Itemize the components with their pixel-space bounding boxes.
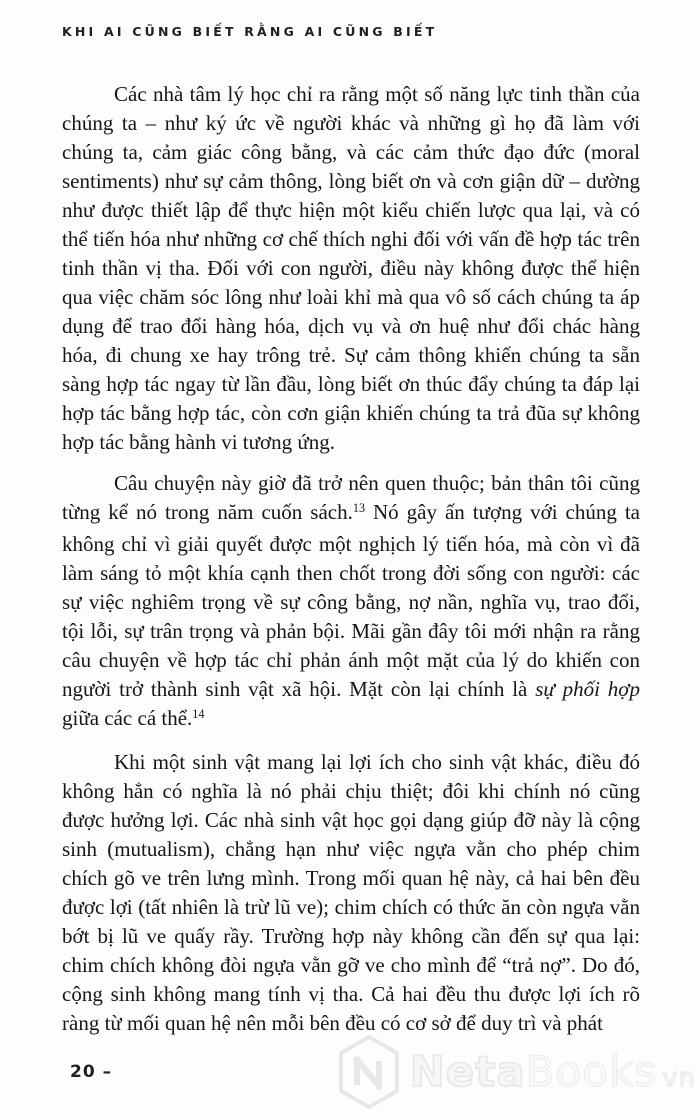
wordmark-neta: Neta: [409, 1047, 526, 1096]
page-number: 20 –: [70, 1062, 113, 1082]
netabooks-hexagon-logo: [336, 1034, 402, 1110]
netabooks-watermark: [336, 1034, 696, 1110]
wordmark-vn: vn: [662, 1063, 696, 1093]
body-text: [62, 80, 640, 1050]
paragraph-3: Khi một sinh vật mang lại lợi ích cho sinh vật khác, điều đó không hẳn có nghĩa là nó phải chịu thiệt; đôi khi chính nó cũng được hưởng lợi. Các nhà sinh vật học gọi dạng giúp đỡ này là cộng sinh (mutualism), chẳng hạn như việc ngựa vằn cho phép chim chích gõ ve trên lưng mình. Trong mối quan hệ này, cả hai bên đều được lợi (tất nhiên là trừ lũ ve); chim chích có thức ăn còn ngựa vằn bớt bị lũ ve quấy rầy. Trường hợp này không cần đến sự qua lại: chim chích không đòi ngựa vằn gỡ ve cho mình để “trả nợ”. Do đó, cộng sinh không mang tính vị tha. Cả hai đều thu được lợi ích rõ ràng từ mối quan hệ nên mỗi bên đều có cơ sở để duy trì và phát: [62, 750, 640, 1035]
paragraph-2: Câu chuyện này giờ đã trở nên quen thuộc; bản thân tôi cũng từng kể nó trong năm cuốn sách.$^{13}$ Nó gây ấn tượng với chúng ta không chỉ vì giải quyết được một nghịch lý tiến hóa, mà còn vì đã làm sáng tỏ một khía cạnh then chốt trong đời sống con người: các sự việc nghiêm trọng về sự công bằng, nợ nần, nghĩa vụ, trao đổi, tội lỗi, sự trân trọng và phản bội. Mãi gần đây tôi mới nhận ra rằng câu chuyện về hợp tác chỉ phản ánh một mặt của lý do khiến con người trở thành sinh vật xã hội. Mặt còn lại chính là sự phối hợp giữa các cá thể.$^{14}$: [62, 471, 641, 730]
netabooks-wordmark: [409, 1047, 696, 1096]
paragraph-1: Các nhà tâm lý học chỉ ra rằng một số năng lực tinh thần của chúng ta – như ký ức về người khác và những gì họ đã làm với chúng ta, cảm giác công bằng, và các cảm thức đạo đức (moral sentiments) như sự cảm thông, lòng biết ơn và cơn giận dữ – dường như được thiết lập để thực hiện một kiểu chiến lược qua lại, và có thể tiến hóa như những cơ chế thích nghi đối với vấn đề hợp tác trên tinh thần vị tha. Đối với con người, điều này không được thể hiện qua việc chăm sóc lông như loài khỉ mà qua vô số cách chúng ta áp dụng để trao đổi hàng hóa, dịch vụ và ơn huệ như đổi chác hàng hóa, đi chung xe hay trông trẻ. Sự cảm thông khiến chúng ta sẵn sàng hợp tác ngay từ lần đầu, lòng biết ơn thúc đẩy chúng ta đáp lại hợp tác bằng hợp tác, còn cơn giận khiến chúng ta trả đũa sự không hợp tác bằng hành vi tương ứng.: [62, 82, 640, 454]
running-head: KHI AI CŨNG BIẾT RẰNG AI CŨNG BIẾT: [62, 24, 438, 39]
wordmark-books: Books: [525, 1047, 658, 1096]
